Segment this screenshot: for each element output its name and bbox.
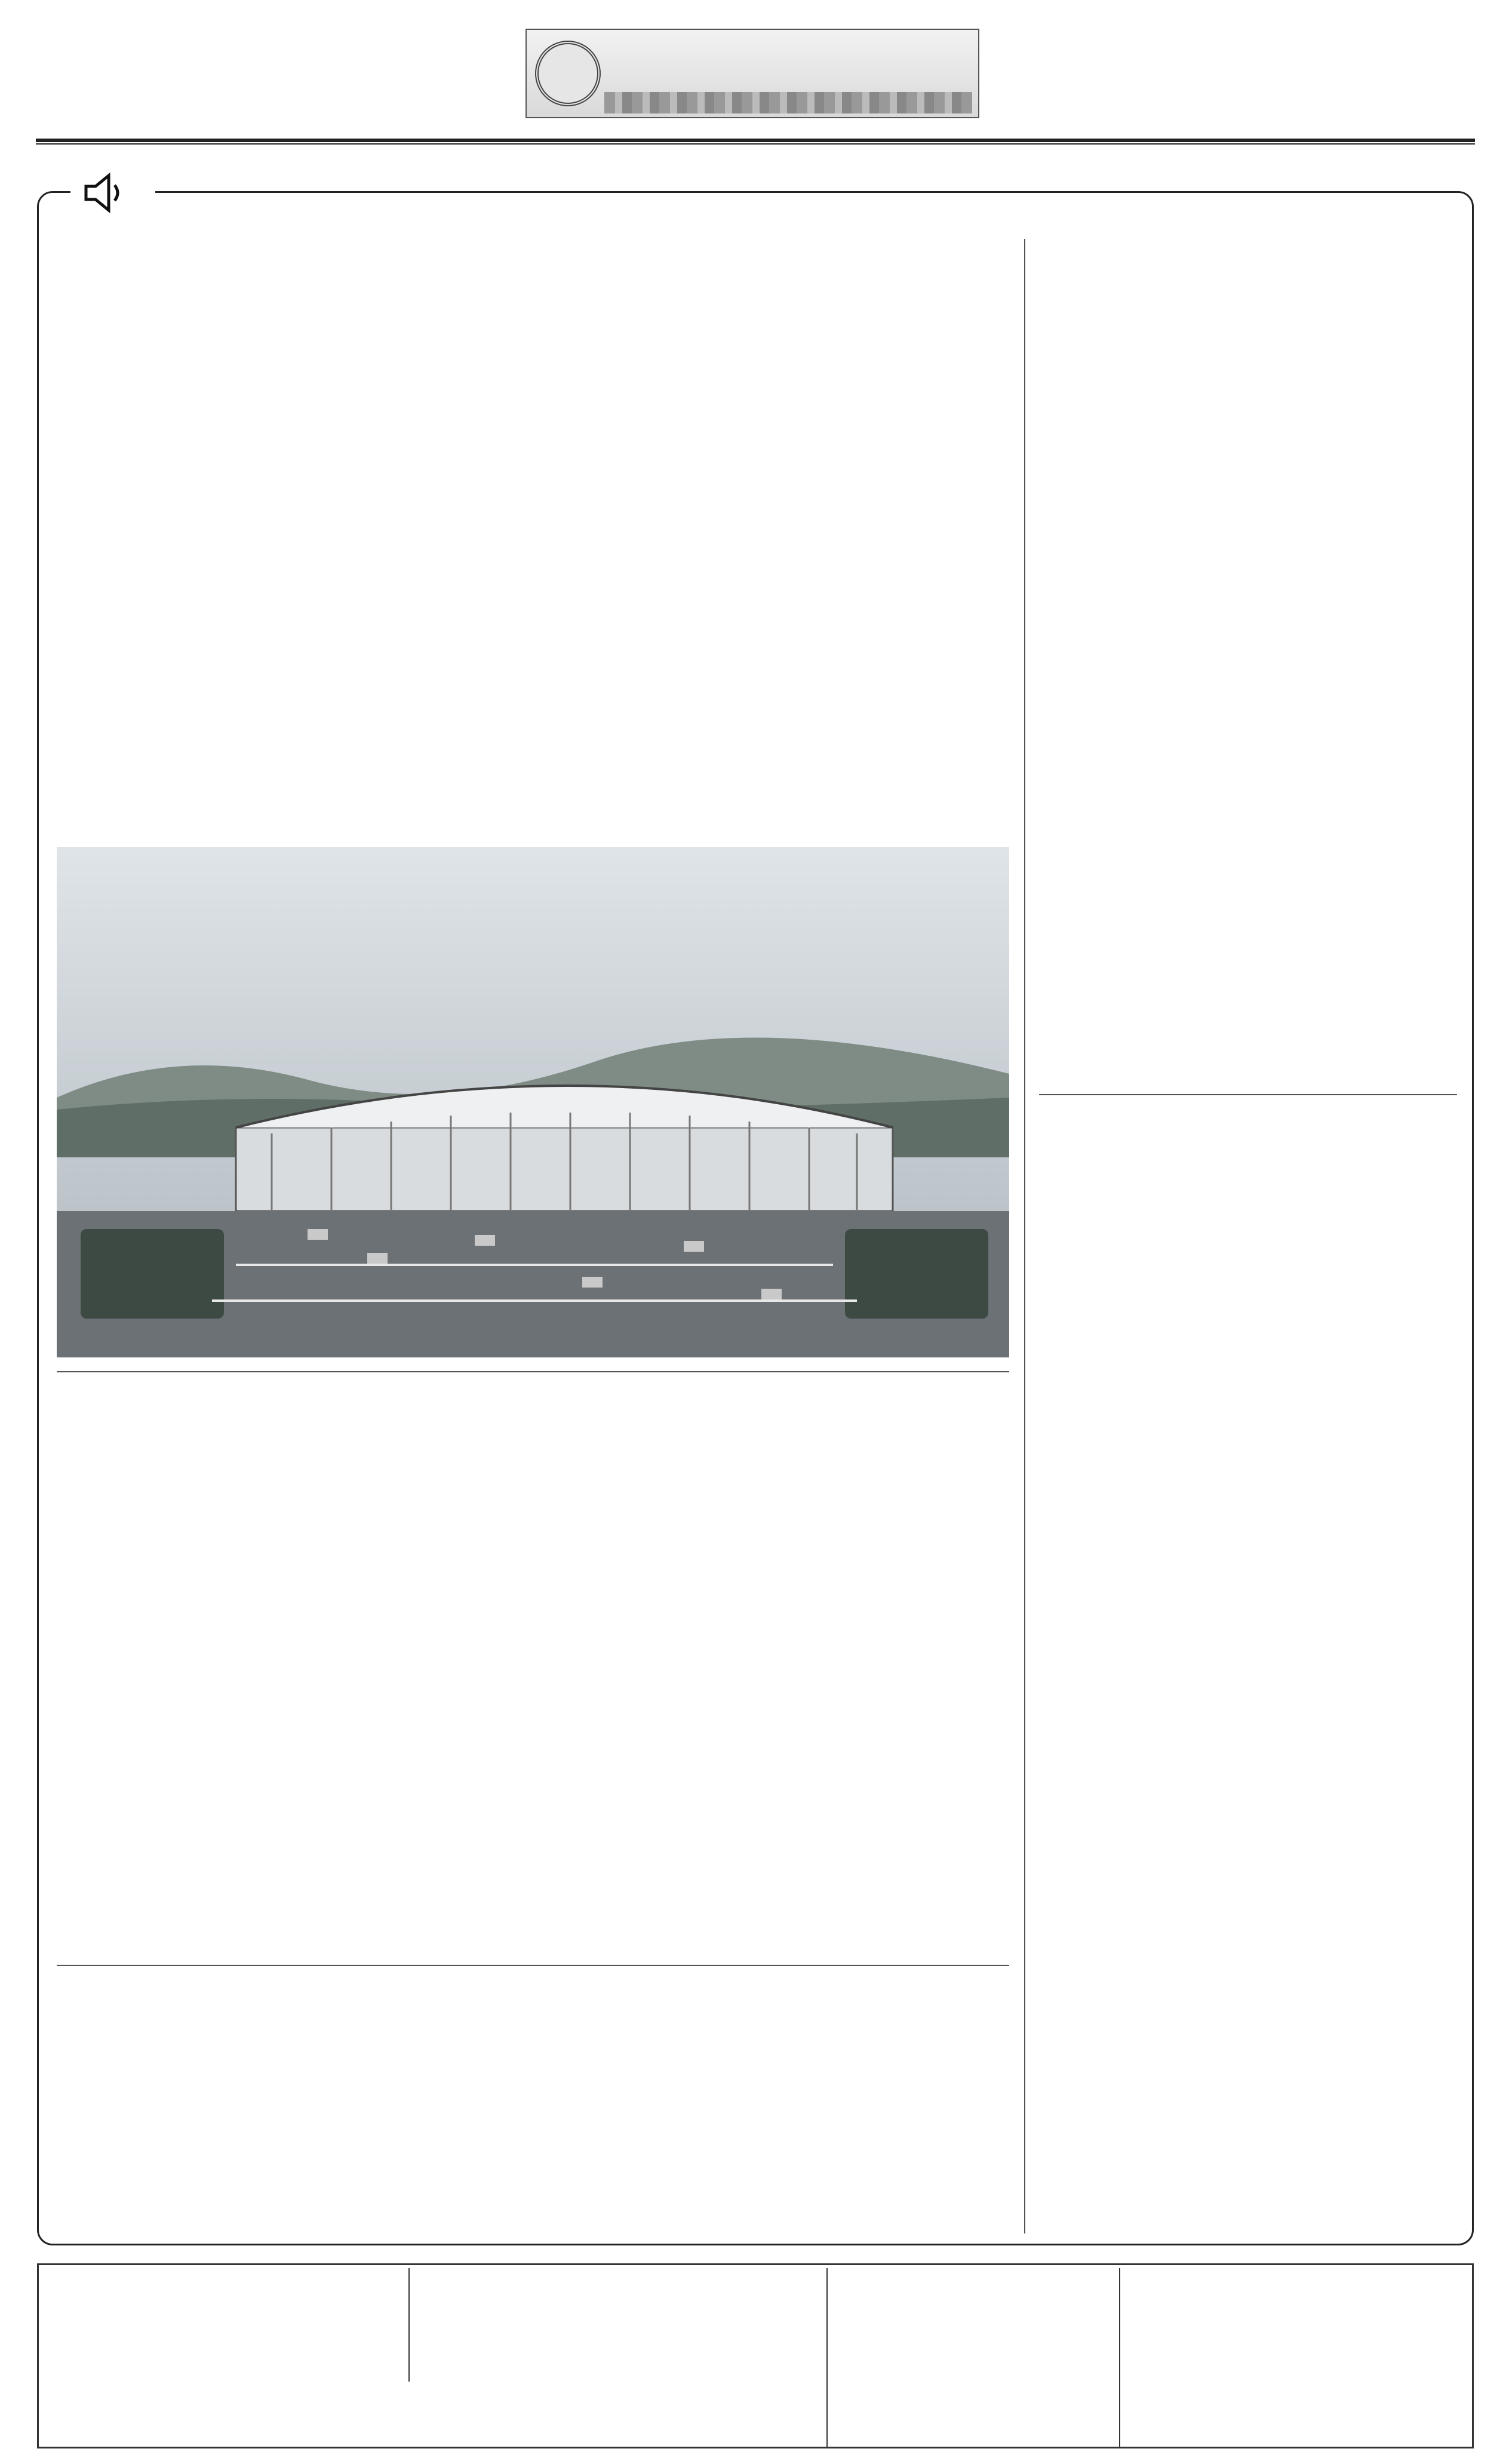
a3-column-1 <box>60 2072 284 2233</box>
a4-byline <box>1254 1039 1451 1081</box>
a3-column-3 <box>543 2072 767 2233</box>
station-illustration <box>57 847 1009 1357</box>
lost-notice-2 <box>42 2380 400 2445</box>
a1-column-2 <box>302 424 525 836</box>
station-photo <box>57 847 1009 1357</box>
a2-byline <box>785 1914 1009 1956</box>
divider <box>57 1371 1009 1372</box>
a2-column-4 <box>785 1481 1009 1911</box>
a5-column-2 <box>1254 1200 1451 2192</box>
a2-column-1 <box>60 1481 284 1953</box>
speaker-icon <box>82 172 130 214</box>
env-notice <box>826 2268 1119 2447</box>
a2-column-3 <box>543 1481 767 1953</box>
grave-relocation-notice <box>1119 2268 1474 2447</box>
divider <box>57 1965 1009 1966</box>
a3-column-2 <box>302 2072 525 2233</box>
skyline-graphic <box>604 92 972 113</box>
a4-column-1 <box>1045 334 1239 1081</box>
masthead-rule <box>36 139 1475 145</box>
a1-byline <box>785 807 1009 831</box>
banner <box>525 29 979 118</box>
a1-column-3 <box>543 424 767 836</box>
a3-byline <box>785 2192 1009 2233</box>
lost-notice-1 <box>42 2268 400 2378</box>
a1-column-4 <box>785 424 1009 806</box>
apology-letter <box>408 2268 826 2382</box>
column-divider <box>1024 239 1025 2233</box>
section-header <box>70 172 155 214</box>
a3-column-4 <box>785 2072 1009 2192</box>
a1-column-1 <box>60 424 284 836</box>
a4-column-2 <box>1254 334 1451 1039</box>
a2-column-2 <box>302 1481 525 1953</box>
a5-byline <box>1254 2192 1451 2233</box>
emblem-icon <box>535 41 601 106</box>
a5-column-1 <box>1045 1200 1239 2233</box>
divider <box>1039 1094 1457 1095</box>
